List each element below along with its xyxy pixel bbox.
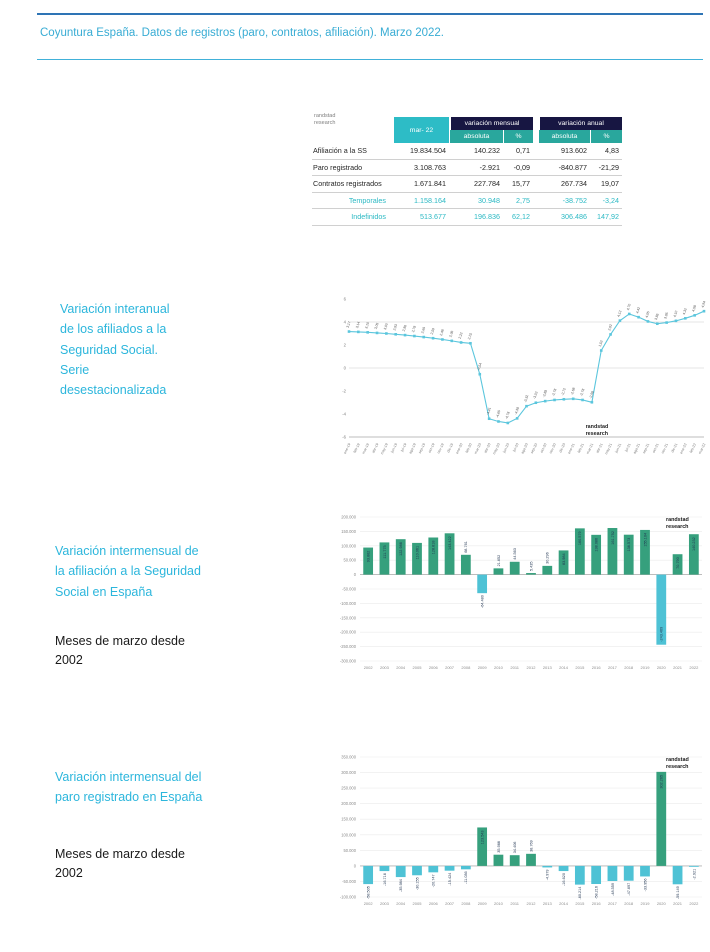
row-monthly-pct: 0,71 [503,143,533,160]
svg-text:2,36: 2,36 [448,330,455,338]
svg-text:2004: 2004 [396,901,406,906]
svg-text:-4,38: -4,38 [513,406,520,416]
x-axis-labels [364,665,699,670]
svg-text:-4.979: -4.979 [545,869,550,881]
table-row [312,143,622,160]
row-annual-pct: 19,07 [590,176,622,193]
section-subtitle-affiliation-monthly: Meses de marzo desde 2002 [55,634,185,667]
svg-text:randstad: randstad [666,757,689,763]
row-annual-abs: -38.752 [538,193,590,210]
bar-2006 [428,866,438,872]
svg-text:2,69: 2,69 [420,326,427,334]
svg-text:0: 0 [343,365,346,371]
svg-text:2013: 2013 [542,901,552,906]
svg-text:160.579: 160.579 [578,531,583,546]
svg-text:-250.000: -250.000 [339,644,356,650]
svg-text:-47.697: -47.697 [627,882,632,896]
svg-text:randstad: randstad [666,517,689,523]
svg-text:-50.000: -50.000 [342,586,356,592]
svg-text:-48.559: -48.559 [610,882,615,896]
gridlines [360,757,702,900]
svg-text:2016: 2016 [591,901,601,906]
svg-text:-15.424: -15.424 [447,872,452,886]
svg-text:dic-21: dic-21 [670,442,679,454]
page-title: Coyuntura España. Datos de registros (paro, contratos, afiliación). Marzo 2022. [40,27,444,39]
svg-text:ene-21: ene-21 [567,442,576,455]
svg-text:2016: 2016 [591,665,601,670]
svg-text:2,78: 2,78 [411,325,417,333]
section-title-unemployment-monthly: Variación intermensual del paro registrado en España [55,770,203,805]
row-monthly-pct: -0,09 [503,160,533,177]
svg-text:sep-21: sep-21 [641,442,651,455]
svg-text:2009: 2009 [477,665,487,670]
svg-text:2002: 2002 [363,901,373,906]
bar-2011 [510,562,520,575]
bar-2022 [689,866,699,867]
monthly-variation-header: variación mensual [449,117,533,130]
bar-2013 [542,866,552,868]
row-monthly-abs: 140.232 [449,143,503,160]
svg-text:50.000: 50.000 [343,557,356,563]
svg-text:2011: 2011 [510,665,520,670]
svg-text:50.000: 50.000 [343,847,356,853]
svg-text:mar-19: mar-19 [361,442,371,455]
svg-text:350.000: 350.000 [341,754,356,760]
svg-text:sep-20: sep-20 [529,442,539,455]
row-monthly-pct: 15,77 [503,176,533,193]
point-labels [343,300,707,420]
annual-percent-header: % [590,130,622,143]
row-label: Indefinidos [312,209,392,226]
svg-text:-58.505: -58.505 [366,886,371,899]
svg-text:128.818: 128.818 [431,540,436,555]
svg-text:2020: 2020 [656,665,666,670]
bar-2012 [526,573,536,575]
bar-2014 [559,866,569,871]
bar-2012 [526,854,536,866]
bar-2016 [591,866,601,884]
annual-variation-header: variación anual [538,117,622,130]
table-row [312,209,622,226]
section-title-affiliation-yoy: Variación interanual de los afiliados a la Seguridad Social. Serie desestacionalizada [60,302,170,397]
svg-text:2017: 2017 [607,665,617,670]
svg-text:155.104: 155.104 [643,532,648,547]
svg-text:200.000: 200.000 [341,514,356,520]
svg-text:2,48: 2,48 [439,328,445,337]
svg-text:4,12: 4,12 [616,309,623,318]
svg-text:-2,72: -2,72 [560,387,567,397]
svg-text:2,59: 2,59 [429,327,436,336]
svg-text:3,95: 3,95 [663,311,670,320]
monthly-absolute-header: absoluta [449,130,503,143]
svg-text:2010: 2010 [493,665,503,670]
svg-text:-60.214: -60.214 [578,886,583,900]
table-row [312,160,622,177]
svg-text:110.061: 110.061 [415,545,420,560]
svg-text:4,05: 4,05 [644,310,651,319]
x-axis-labels [343,443,707,456]
svg-text:jun-19: jun-19 [390,442,399,454]
row-annual-pct: 147,92 [590,209,622,226]
svg-text:3,10: 3,10 [364,321,371,330]
svg-text:3,05: 3,05 [373,322,380,330]
header-rule-top [37,13,703,15]
svg-text:sep-19: sep-19 [417,442,427,455]
bar-2018 [624,866,634,881]
gridlines [349,322,704,437]
svg-text:2018: 2018 [624,901,634,906]
bar-2003 [380,866,390,871]
svg-text:2,92: 2,92 [607,323,614,332]
svg-text:34.406: 34.406 [513,841,518,854]
svg-text:oct-21: oct-21 [651,442,660,454]
svg-text:2022: 2022 [689,901,699,906]
svg-text:jul-19: jul-19 [399,442,408,453]
svg-text:-16.620: -16.620 [561,873,566,886]
svg-text:mar-20: mar-20 [473,442,483,455]
svg-text:100.000: 100.000 [341,832,356,838]
gridlines [360,517,702,661]
svg-text:2019: 2019 [640,665,650,670]
svg-text:4: 4 [343,319,346,325]
svg-text:2021: 2021 [673,665,683,670]
svg-text:3,85: 3,85 [653,313,660,321]
svg-text:2006: 2006 [428,901,438,906]
svg-text:111.775: 111.775 [382,545,387,559]
svg-text:70.790: 70.790 [675,557,680,569]
svg-text:-4: -4 [342,411,346,417]
section-subtitle-unemployment-monthly: Meses de marzo desde 2002 [55,847,185,880]
svg-text:abr-20: abr-20 [483,442,492,454]
svg-text:4,94: 4,94 [700,300,707,308]
svg-text:-0,54: -0,54 [476,362,483,372]
svg-text:-2,78: -2,78 [579,388,586,397]
svg-text:-3,02: -3,02 [532,390,539,400]
svg-text:138.573: 138.573 [627,537,632,552]
chart-logo [666,757,689,770]
svg-text:2011: 2011 [510,901,520,906]
svg-text:2005: 2005 [412,665,422,670]
svg-text:44.563: 44.563 [513,548,518,560]
row-label: Afiliación a la SS [312,143,392,160]
bar-2008 [461,555,471,575]
row-monthly-abs: 30.948 [449,193,503,210]
svg-text:-6: -6 [342,434,346,440]
table-row [312,176,622,193]
svg-text:4,10: 4,10 [672,310,679,318]
row-annual-abs: 913.602 [538,143,590,160]
svg-text:jul-20: jul-20 [512,442,520,453]
svg-text:-2,88: -2,88 [541,389,549,398]
svg-text:122.986: 122.986 [399,542,404,556]
svg-text:161.752: 161.752 [610,531,615,545]
svg-text:3,14: 3,14 [354,321,361,329]
row-label: Paro registrado [312,160,392,177]
svg-text:38.769: 38.769 [529,840,534,852]
bar-2002 [363,866,373,884]
chart-logo [666,517,689,530]
bar-chart-unemployment-monthly [316,749,710,917]
svg-text:-200.000: -200.000 [339,629,356,635]
bar-2021 [673,866,683,884]
bar-value-labels [367,531,697,642]
svg-text:2004: 2004 [396,665,406,670]
svg-text:2008: 2008 [461,665,471,670]
svg-text:mar-22: mar-22 [697,442,707,455]
svg-text:0: 0 [353,572,356,578]
svg-text:2020: 2020 [656,901,666,906]
svg-text:138.086: 138.086 [594,537,599,552]
table-corner-cell [312,117,392,130]
row-label: Contratos registrados [312,176,392,193]
svg-text:-2.921: -2.921 [692,868,697,880]
svg-text:-100.000: -100.000 [339,894,356,900]
row-monthly-abs: -2.921 [449,160,503,177]
svg-text:-2,68: -2,68 [569,387,577,396]
svg-text:93.882: 93.882 [366,550,371,563]
svg-text:ene-19: ene-19 [342,442,352,455]
svg-text:-300.000: -300.000 [339,658,356,664]
svg-text:research: research [585,431,609,437]
svg-text:-4,65: -4,65 [495,409,502,419]
row-value: 1.158.164 [392,193,449,210]
row-annual-pct: 4,83 [590,143,622,160]
svg-text:2015: 2015 [575,665,585,670]
svg-text:2,93: 2,93 [392,323,399,332]
svg-text:-2,78: -2,78 [551,388,558,397]
bar-2013 [542,566,552,575]
svg-text:feb-20: feb-20 [464,442,473,454]
svg-text:-20.747: -20.747 [431,874,436,888]
svg-text:2012: 2012 [526,901,536,906]
svg-text:nov-20: nov-20 [548,442,557,455]
svg-text:2012: 2012 [526,665,536,670]
x-axis-labels [364,901,699,906]
svg-text:2006: 2006 [428,665,438,670]
svg-text:-3,32: -3,32 [523,394,530,403]
svg-text:-4,78: -4,78 [504,411,511,420]
svg-text:-2: -2 [342,388,346,394]
axis-labels [340,755,357,900]
svg-text:2010: 2010 [493,901,503,906]
svg-text:2014: 2014 [559,665,569,670]
svg-text:jun-21: jun-21 [614,442,623,454]
registros-summary-table [312,117,622,226]
svg-text:nov-19: nov-19 [436,442,445,455]
svg-text:3,17: 3,17 [345,320,352,329]
svg-text:2015: 2015 [575,901,585,906]
svg-text:5.435: 5.435 [529,561,534,572]
svg-text:ene-20: ene-20 [454,442,464,455]
svg-text:-11.036: -11.036 [464,871,469,884]
svg-text:2007: 2007 [445,901,455,906]
svg-text:35.988: 35.988 [496,841,501,853]
svg-text:2022: 2022 [689,665,699,670]
svg-text:may-21: may-21 [604,442,613,456]
svg-text:-59.149: -59.149 [675,886,680,900]
svg-text:may-20: may-20 [492,442,501,456]
svg-text:2007: 2007 [445,665,455,670]
svg-text:-58.216: -58.216 [594,886,599,899]
svg-text:150.000: 150.000 [341,528,356,534]
svg-text:-50.000: -50.000 [342,878,356,884]
svg-text:2,15: 2,15 [467,332,473,341]
svg-text:4,32: 4,32 [681,307,688,316]
svg-text:ago-19: ago-19 [408,442,417,455]
svg-text:dic-19: dic-19 [446,442,455,454]
svg-text:2013: 2013 [542,665,552,670]
svg-text:4,58: 4,58 [691,304,698,313]
svg-text:oct-19: oct-19 [427,442,436,454]
svg-text:abr-21: abr-21 [595,442,604,454]
row-value: 19.834.504 [392,143,449,160]
svg-text:2,86: 2,86 [401,324,408,332]
svg-text:2,22: 2,22 [457,331,464,340]
row-monthly-pct: 62,12 [503,209,533,226]
svg-text:-4,41: -4,41 [485,406,492,416]
svg-text:123.543: 123.543 [480,830,485,845]
svg-text:2017: 2017 [607,901,617,906]
row-monthly-abs: 196.836 [449,209,503,226]
svg-text:2005: 2005 [412,901,422,906]
row-value: 513.677 [392,209,449,226]
svg-text:research: research [666,764,689,770]
svg-text:feb-21: feb-21 [576,442,585,454]
svg-text:2018: 2018 [624,665,634,670]
svg-text:jul-21: jul-21 [624,442,632,453]
period-header: mar- 22 [392,117,449,143]
svg-text:143.422: 143.422 [447,536,452,551]
svg-text:2003: 2003 [379,901,389,906]
randstad-logo-line1: randstad [314,113,336,119]
row-annual-abs: 306.486 [538,209,590,226]
svg-text:2008: 2008 [461,901,471,906]
svg-text:-243.469: -243.469 [659,626,664,642]
svg-text:-16.716: -16.716 [382,873,387,886]
svg-text:feb-19: feb-19 [352,442,361,454]
svg-text:3,00: 3,00 [383,322,389,331]
svg-text:30.296: 30.296 [545,552,550,564]
svg-text:2003: 2003 [379,665,389,670]
svg-text:nov-21: nov-21 [660,442,670,455]
row-monthly-pct: 2,75 [503,193,533,210]
svg-text:6: 6 [343,296,346,302]
svg-text:-30.155: -30.155 [415,877,420,891]
row-annual-abs: 267.734 [538,176,590,193]
svg-text:2021: 2021 [673,901,683,906]
section-title-affiliation-monthly: Variación intermensual de la afiliación a la Seguridad Social en España [55,544,201,599]
row-value: 3.108.763 [392,160,449,177]
bar-2010 [494,568,504,574]
axis-labels [340,515,357,664]
bar-2005 [412,866,422,875]
svg-text:0: 0 [353,863,356,869]
svg-text:jun-20: jun-20 [502,442,511,454]
row-monthly-abs: 227.784 [449,176,503,193]
svg-text:302.265: 302.265 [659,774,664,789]
svg-text:-33.956: -33.956 [643,878,648,892]
chart-logo [586,424,609,437]
bar-2009 [477,575,487,594]
svg-text:2002: 2002 [363,665,373,670]
bar-2011 [510,855,520,866]
svg-text:83.984: 83.984 [561,553,566,566]
svg-text:-64.480: -64.480 [480,595,485,609]
svg-text:140.232: 140.232 [692,537,697,551]
svg-text:dic-20: dic-20 [558,442,567,454]
table-row [312,193,622,210]
svg-text:1,52: 1,52 [597,339,604,348]
svg-text:200.000: 200.000 [341,801,356,807]
axis-labels [342,297,346,440]
svg-text:-2,98: -2,98 [588,390,595,400]
svg-text:2009: 2009 [477,901,487,906]
bar-2010 [494,855,504,866]
row-label: Temporales [312,193,392,210]
row-value: 1.671.841 [392,176,449,193]
randstad-logo-line2: research [314,120,336,127]
svg-text:ene-22: ene-22 [679,442,688,455]
svg-text:4,42: 4,42 [635,306,642,314]
bar-2019 [640,866,650,877]
svg-text:-150.000: -150.000 [339,615,356,621]
svg-text:2019: 2019 [640,901,650,906]
svg-text:ago-20: ago-20 [520,442,529,455]
row-annual-abs: -840.877 [538,160,590,177]
bar-2008 [461,866,471,869]
svg-text:4,70: 4,70 [625,303,632,311]
bar-2007 [445,866,455,871]
table-corner-cell-2 [312,130,392,143]
line-chart-affiliation-yoy [333,289,710,470]
svg-text:research: research [666,524,689,530]
svg-text:300.000: 300.000 [341,770,356,776]
bar-value-labels [367,775,697,900]
bar-chart-affiliation-monthly [316,509,710,681]
bar-2004 [396,866,406,877]
monthly-percent-header: % [503,130,533,143]
bar-2015 [575,866,585,885]
header-rule-bottom [37,59,703,60]
svg-text:abr-19: abr-19 [371,442,380,454]
svg-text:-100.000: -100.000 [339,600,356,606]
bar-2017 [608,866,618,881]
row-annual-pct: -3,24 [590,193,622,210]
svg-text:150.000: 150.000 [341,816,356,822]
row-annual-pct: -21,29 [590,160,622,177]
svg-text:randstad: randstad [585,424,609,430]
svg-text:68.761: 68.761 [464,541,469,553]
svg-text:feb-22: feb-22 [688,442,698,454]
svg-text:oct-20: oct-20 [539,442,548,454]
svg-text:2: 2 [343,342,346,348]
annual-absolute-header: absoluta [538,130,590,143]
svg-text:250.000: 250.000 [341,785,356,791]
svg-text:100.000: 100.000 [341,543,356,549]
svg-text:ago-21: ago-21 [632,442,642,455]
svg-text:21.652: 21.652 [496,554,501,567]
svg-text:may-19: may-19 [379,442,389,456]
svg-text:-35.984: -35.984 [399,879,404,892]
svg-text:2014: 2014 [559,901,569,906]
svg-text:mar-21: mar-21 [585,442,595,455]
